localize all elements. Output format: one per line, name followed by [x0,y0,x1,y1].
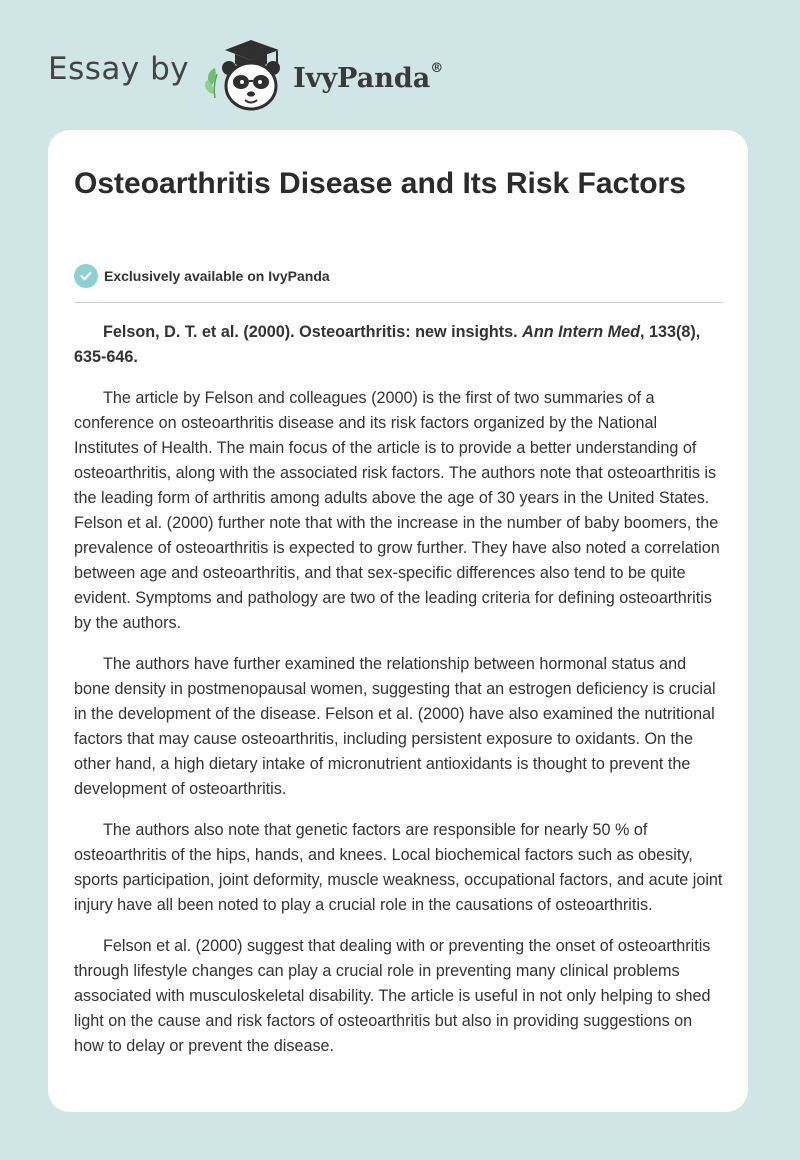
citation [74,320,724,370]
citation-journal: Ann Intern Med [522,323,640,341]
essay-body [74,320,724,1075]
check-circle-icon [74,264,98,288]
citation-authors-title: Felson, D. T. et al. (2000). Osteoarthritis: new insights. [103,323,523,341]
paragraph: The authors also note that genetic factors are responsible for nearly 50 % of osteoarthritis of the hips, hands, and knees. Local biochemical factors such as obesity, sports participation, joint deformity, muscle weakness, occupational factors, and acute joint injury have all been noted to play a crucial role in the causations of osteoarthritis. [74,821,723,914]
panda-logo-icon[interactable] [203,34,287,114]
paragraph: The authors have further examined the relationship between hormonal status and bone density in postmenopausal women, suggesting that an estrogen deficiency is crucial in the development of the disease. Felson et al. (2000) have also examined the nutritional factors that may cause osteoarthritis, including persistent exposure to oxidants. On the other hand, a high dietary intake of micronutrient antioxidants is thought to prevent the development of osteoarthritis. [74,655,716,798]
divider [74,302,723,303]
exclusive-badge [74,264,330,288]
brand-name[interactable]: IvyPanda® [293,60,444,94]
essay-card [48,130,748,1112]
paragraph: Felson et al. (2000) suggest that dealing with or preventing the onset of osteoarthritis through lifestyle changes can play a crucial role in preventing many clinical problems associated with musculoskeletal disability. The article is useful in not only helping to shed light on the cause and risk factors of osteoarthritis but also in providing suggestions on how to delay or prevent the disease. [74,937,711,1055]
badge-label: Exclusively available on IvyPanda [104,268,330,284]
site-header [48,34,443,114]
registered-mark: ® [430,60,444,76]
page-title: Osteoarthritis Disease and Its Risk Factors [74,167,686,200]
essay-by-label: Essay by [48,51,190,87]
paragraph: The article by Felson and colleagues (2000) is the first of two summaries of a conference on osteoarthritis disease and its risk factors organized by the National Institutes of Health. The main focus of the article is to provide a better understanding of osteoarthritis, along with the associated risk factors. The authors note that osteoarthritis is the leading form of arthritis among adults above the age of 30 years in the United States. Felson et al. (2000) further note that with the increase in the number of baby boomers, the prevalence of osteoarthritis is expected to grow further. They have also noted a correlation between age and osteoarthritis, and that sex-specific differences also tend to be quite evident. Symptoms and pathology are two of the leading criteria for defining osteoarthritis by the authors. [74,389,720,632]
citation-details: , 133(8), 635-646. [74,323,701,366]
